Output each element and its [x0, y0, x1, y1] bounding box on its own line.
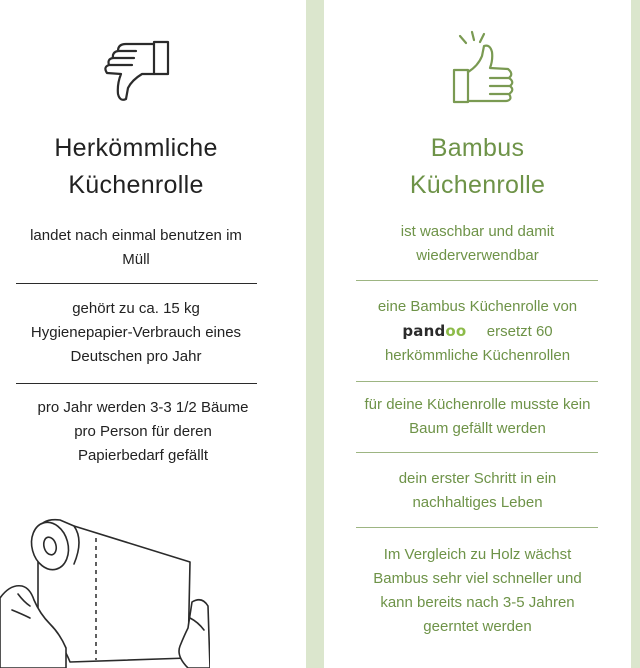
right-divider-4	[356, 527, 598, 528]
left-title	[0, 130, 272, 204]
right-title	[324, 130, 631, 204]
right-block-1	[324, 220, 631, 268]
left-block-3-line3: Papierbedarf gefällt	[77, 447, 209, 464]
right-block-5	[324, 543, 631, 639]
left-block-2	[0, 297, 272, 369]
right-divider-2	[356, 381, 598, 382]
thumbs-up-icon	[444, 26, 524, 108]
left-title-line1: Herkömmliche	[54, 134, 218, 162]
left-panel	[0, 0, 306, 668]
right-block-2-line1: eine Bambus Küchenrolle von	[377, 298, 578, 315]
left-block-1	[0, 224, 272, 272]
left-block-1-line1: landet nach einmal benutzen im	[30, 227, 242, 244]
right-divider-3	[356, 452, 598, 453]
right-block-5-line2: Bambus sehr viel schneller und	[373, 570, 582, 587]
left-block-1-line2: Müll	[122, 251, 150, 268]
thumbs-down-icon	[96, 36, 176, 106]
right-title-line1: Bambus	[430, 134, 525, 162]
left-block-2-line3: Deutschen pro Jahr	[70, 348, 202, 365]
left-block-2-line2: Hygienepapier-Verbrauch eines	[30, 324, 242, 341]
right-block-1-line2: wiederverwendbar	[416, 247, 539, 264]
right-divider-1	[356, 280, 598, 281]
right-block-1-line1: ist waschbar und damit	[400, 223, 555, 240]
pandoo-logo	[402, 322, 466, 340]
left-divider-2	[16, 383, 257, 384]
left-title-line2: Küchenrolle	[68, 171, 204, 199]
right-block-5-line4: geerntet werden	[423, 618, 532, 635]
right-title-line2: Küchenrolle	[409, 171, 546, 199]
left-divider-1	[16, 283, 257, 284]
left-block-3-line2: pro Person für deren	[74, 423, 212, 440]
paper-towel-roll-icon	[0, 510, 210, 668]
right-block-2-line2	[324, 319, 631, 344]
right-block-3	[324, 393, 631, 441]
right-panel	[324, 0, 631, 668]
left-block-3-line1: pro Jahr werden 3-3 1/2 Bäume	[37, 399, 249, 416]
right-block-4	[324, 467, 631, 515]
left-block-3	[0, 396, 286, 468]
right-block-3-line2: Baum gefällt werden	[409, 420, 546, 437]
right-block-4-line2: nachhaltiges Leben	[412, 494, 543, 511]
left-block-2-line1: gehört zu ca. 15 kg	[72, 300, 200, 317]
right-block-2-line2-text: ersetzt 60	[486, 323, 553, 340]
right-block-5-line3: kann bereits nach 3-5 Jahren	[380, 594, 575, 611]
pandoo-logo-suffix: oo	[445, 322, 467, 340]
right-block-4-line1: dein erster Schritt in ein	[398, 470, 557, 487]
right-block-2	[324, 295, 631, 368]
right-block-5-line1: Im Vergleich zu Holz wächst	[383, 546, 572, 563]
right-block-3-line1: für deine Küchenrolle musste kein	[364, 396, 591, 413]
right-block-2-line3: herkömmliche Küchenrollen	[384, 347, 571, 364]
pandoo-logo-prefix: pand	[402, 322, 446, 340]
